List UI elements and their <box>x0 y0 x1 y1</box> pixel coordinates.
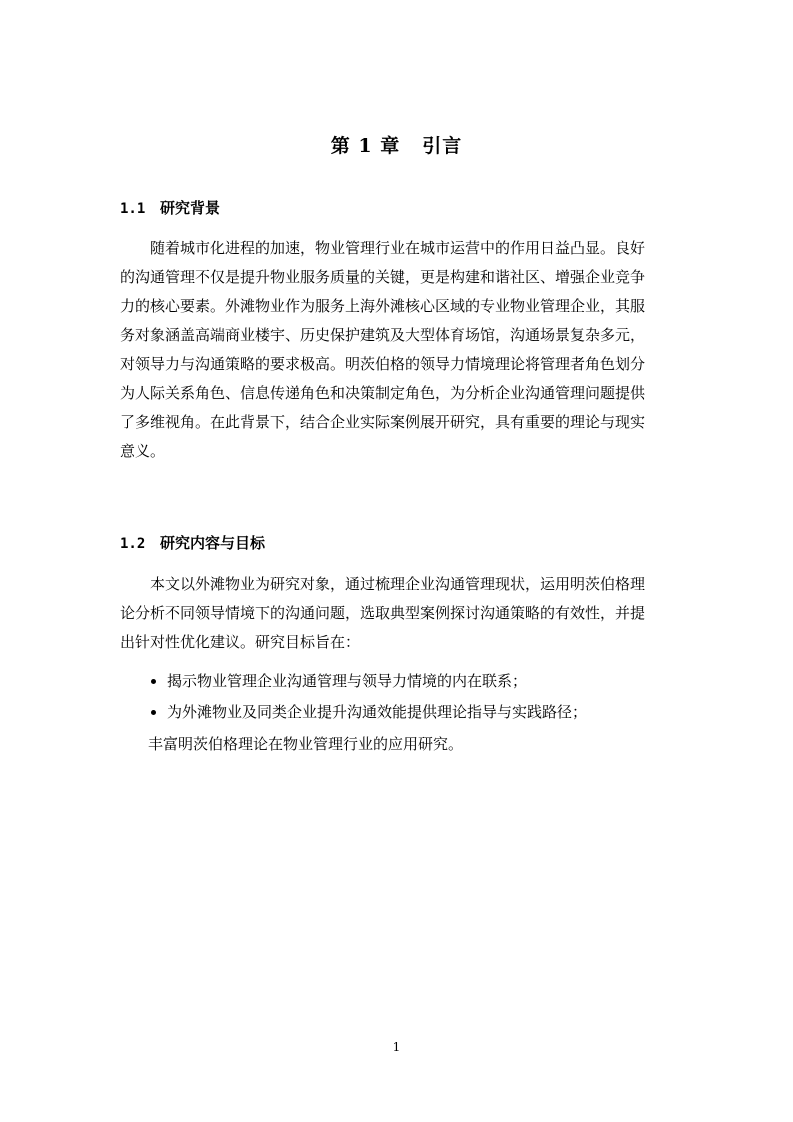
paragraph-line: 的沟通管理不仅是提升物业服务质量的关键，更是构建和谐社区、增强企业竞争 <box>120 268 646 286</box>
closing-line: 丰富明茨伯格理论在物业管理行业的应用研究。 <box>148 735 464 753</box>
paragraph-line: 务对象涵盖高端商业楼宇、历史保护建筑及大型体育场馆，沟通场景复杂多元， <box>120 326 646 344</box>
bullet-icon <box>151 679 156 684</box>
paragraph-line: 为人际关系角色、信息传递角色和决策制定角色，为分析企业沟通管理问题提供 <box>120 384 646 402</box>
section-number: 1.2 <box>120 536 146 552</box>
chapter-name: 引言 <box>422 135 463 157</box>
paragraph-line: 随着城市化进程的加速，物业管理行业在城市运营中的作用日益凸显。良好 <box>150 239 646 257</box>
page-number: 1 <box>392 1040 401 1054</box>
section-heading-1-1 <box>120 197 220 218</box>
paragraph-line: 论分析不同领导情境下的沟通问题，选取典型案例探讨沟通策略的有效性，并提 <box>120 604 646 622</box>
objectives-list <box>120 666 673 728</box>
paragraph-line: 本文以外滩物业为研究对象，通过梳理企业沟通管理现状，运用明茨伯格理 <box>150 575 646 593</box>
chapter-number: 第 1 章 <box>330 135 401 157</box>
paragraph-line: 对领导力与沟通策略的要求极高。明茨伯格的领导力情境理论将管理者角色划分 <box>120 355 646 373</box>
section-1-1-paragraph <box>120 234 673 466</box>
list-item-text: 揭示物业管理企业沟通管理与领导力情境的内在联系； <box>167 672 528 690</box>
paragraph-line: 了多维视角。在此背景下，结合企业实际案例展开研究，具有重要的理论与现实 <box>120 413 646 431</box>
list-item <box>120 697 673 728</box>
section-title: 研究背景 <box>160 199 221 217</box>
paragraph-line: 力的核心要素。外滩物业作为服务上海外滩核心区域的专业物业管理企业，其服 <box>120 297 646 315</box>
chapter-title <box>0 131 793 158</box>
list-item <box>120 666 673 697</box>
section-1-2-paragraph <box>120 570 673 657</box>
section-title: 研究内容与目标 <box>160 534 266 552</box>
paragraph-line: 意义。 <box>120 442 166 460</box>
bullet-icon <box>151 710 156 715</box>
section-number: 1.1 <box>120 201 146 217</box>
paragraph-line: 出针对性优化建议。研究目标旨在： <box>120 633 361 651</box>
list-item-text: 为外滩物业及同类企业提升沟通效能提供理论指导与实践路径； <box>167 703 588 721</box>
section-heading-1-2 <box>120 532 265 553</box>
